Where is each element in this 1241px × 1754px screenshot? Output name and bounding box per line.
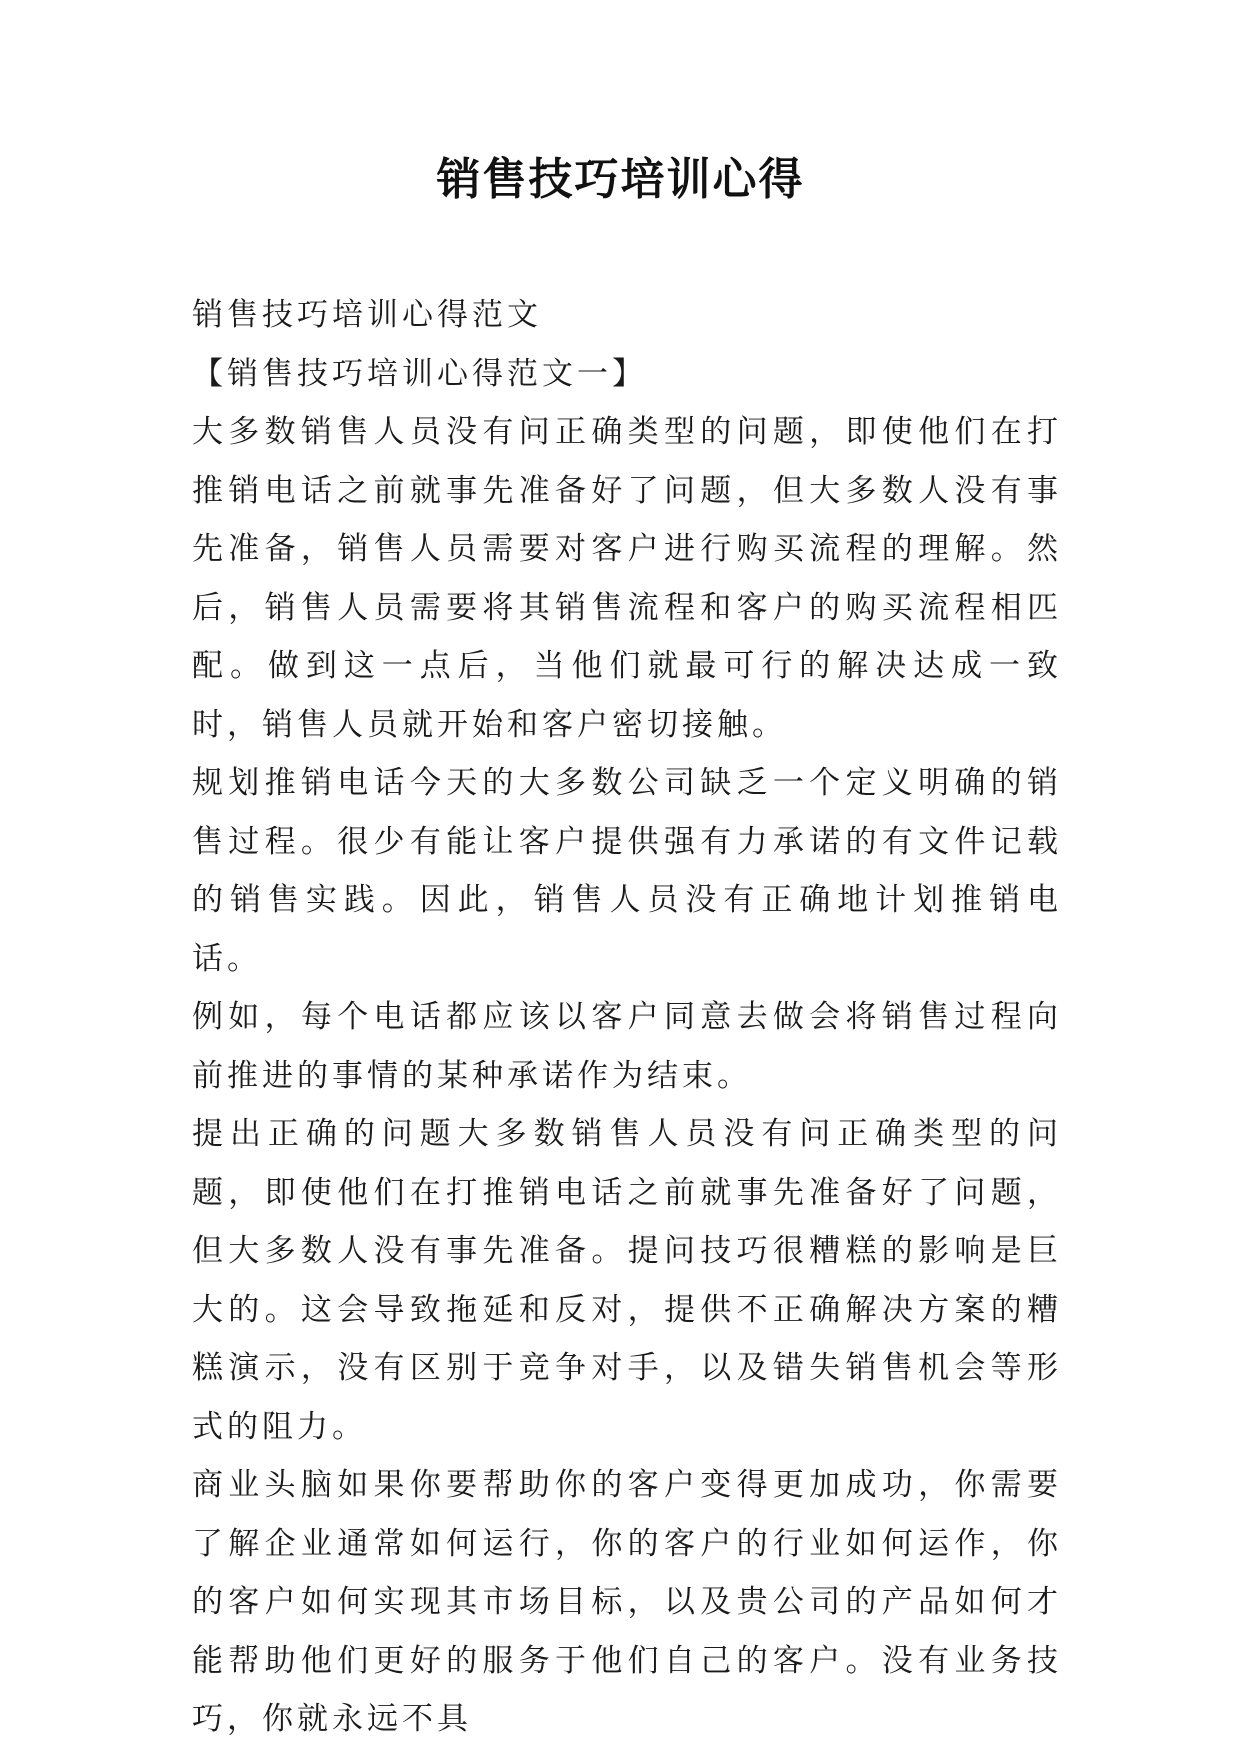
paragraph: 提出正确的问题大多数销售人员没有问正确类型的问题，即使他们在打推销电话之前就事先准备好了问题，但大多数人没有事先准备。提问技巧很糟糕的影响是巨大的。这会导致拖延和反对，提供不正确解决方案的糟糕演示，没有区别于竞争对手，以及错失销售机会等形式的阻力。 xyxy=(192,1116,1062,1445)
paragraph: 例如，每个电话都应该以客户同意去做会将销售过程向前推进的事情的某种承诺作为结束。 xyxy=(192,999,1062,1094)
paragraph: 规划推销电话今天的大多数公司缺乏一个定义明确的销售过程。很少有能让客户提供强有力承诺的有文件记载的销售实践。因此，销售人员没有正确地计划推销电话。 xyxy=(192,765,1062,977)
section-heading: 【销售技巧培训心得范文一】 xyxy=(192,355,647,392)
document-subtitle: 销售技巧培训心得范文 xyxy=(192,297,542,333)
document-body xyxy=(192,286,1062,1749)
paragraph: 大多数销售人员没有问正确类型的问题，即使他们在打推销电话之前就事先准备好了问题，但大多数人没有事先准备，销售人员需要对客户进行购买流程的理解。然后，销售人员需要将其销售流程和客户的购买流程相匹配。做到这一点后，当他们就最可行的解决达成一致时，销售人员就开始和客户密切接触。 xyxy=(192,414,1062,743)
paragraph: 商业头脑如果你要帮助你的客户变得更加成功，你需要了解企业通常如何运行，你的客户的行业如何运作，你的客户如何实现其市场目标，以及贵公司的产品如何才能帮助他们更好的服务于他们自己的客户。没有业务技巧，你就永远不具 xyxy=(192,1467,1062,1737)
document-title: 销售技巧培训心得 xyxy=(436,154,805,205)
